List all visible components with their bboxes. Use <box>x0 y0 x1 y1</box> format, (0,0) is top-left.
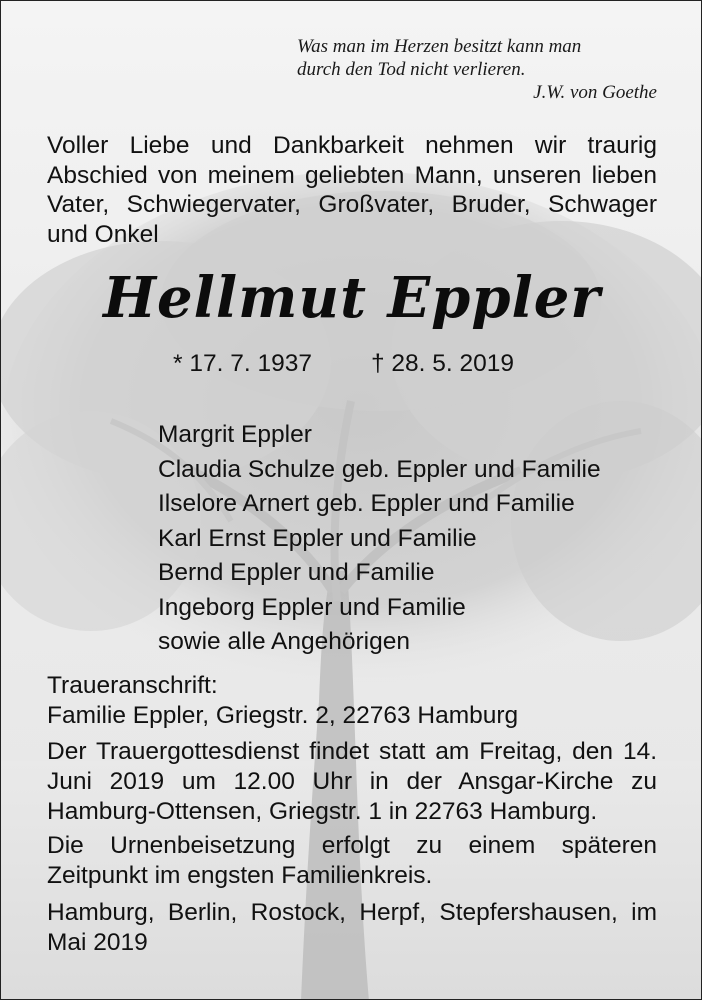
mourner-item: Ilselore Arnert geb. Eppler und Familie <box>158 490 575 517</box>
address-label: Traueranschrift: <box>47 672 218 699</box>
death-date: † 28. 5. 2019 <box>371 350 515 377</box>
birth-date: * 17. 7. 1937 <box>173 350 312 377</box>
mourner-item: Bernd Eppler und Familie <box>158 559 435 586</box>
goethe-quote <box>297 35 657 104</box>
mourners-list <box>158 418 678 660</box>
quote-author: J.W. von Goethe <box>533 82 657 103</box>
quote-line: Was man im Herzen besitzt kann man <box>297 36 582 57</box>
mourning-address <box>47 671 657 731</box>
mourner-item: Claudia Schulze geb. Eppler und Familie <box>158 455 601 483</box>
mourner-item: Karl Ernst Eppler und Familie <box>158 524 477 552</box>
place-and-date: Hamburg, Berlin, Rostock, Herpf, Stepfershausen, im Mai 2019 <box>47 899 657 956</box>
urn-burial-text: Die Urnenbeisetzung erfolgt zu einem späteren Zeitpunkt im engsten Familienkreis. <box>47 832 657 889</box>
mourner-item: Ingeborg Eppler und Familie <box>158 593 466 621</box>
mourner-item: Margrit Eppler <box>158 421 312 448</box>
mourner-item: sowie alle Angehörigen <box>158 628 410 655</box>
quote-line: durch den Tod nicht verlieren. <box>297 59 526 80</box>
intro-text: Voller Liebe und Dankbarkeit nehmen wir traurig Abschied von meinem geliebten Mann, unseren lieben Vater, Schwiegervater, Großvater, Bruder, Schwager und Onkel <box>47 132 657 248</box>
life-dates <box>1 349 702 383</box>
address-value: Familie Eppler, Griegstr. 2, 22763 Hamburg <box>47 702 519 729</box>
deceased-name: Hellmut Eppler <box>103 265 601 331</box>
funeral-service-text: Der Trauergottesdienst findet statt am Freitag, den 14. Juni 2019 um 12.00 Uhr in der Ansgar-Kirche zu Hamburg-Ottensen, Griegstr. 1 in 22763 Hamburg. <box>47 738 657 825</box>
